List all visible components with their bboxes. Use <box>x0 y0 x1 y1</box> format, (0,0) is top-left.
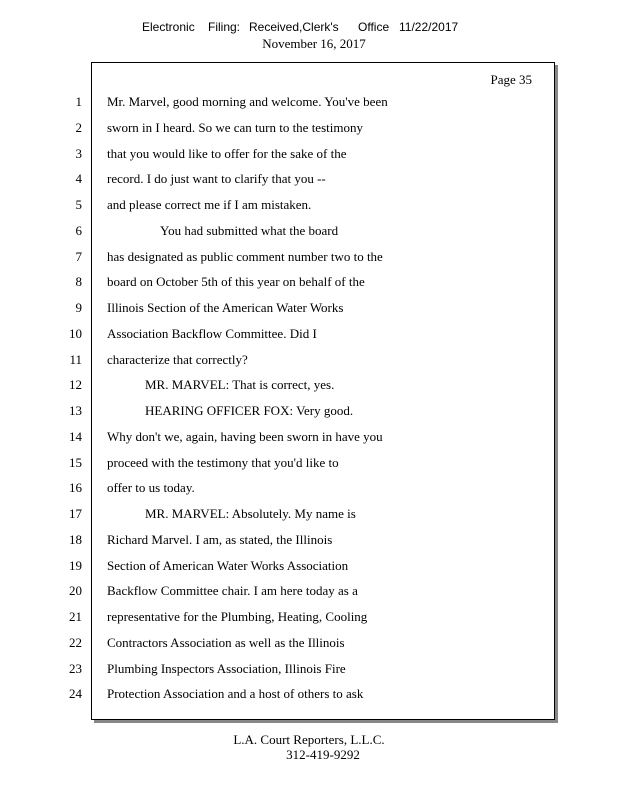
line-number: 23 <box>69 660 82 676</box>
transcript-line: MR. MARVEL: Absolutely. My name is <box>145 506 356 521</box>
transcript-line: Contractors Association as well as the Illinois <box>107 634 345 650</box>
transcript-line: board on October 5th of this year on behalf of the <box>107 274 365 290</box>
line-number: 20 <box>69 583 82 599</box>
filing-header-date: 11/22/2017 <box>399 20 459 34</box>
transcript-line: record. I do just want to clarify that you -- <box>107 171 326 187</box>
transcript-line: sworn in I heard. So we can turn to the testimony <box>107 119 363 135</box>
transcript-line: Association Backflow Committee. Did I <box>107 325 317 341</box>
transcript-text <box>107 89 547 707</box>
transcript-line: has designated as public comment number two to the <box>107 248 383 264</box>
transcript-line: Why don't we, again, having been sworn in have you <box>107 428 383 444</box>
line-number: 21 <box>69 609 82 624</box>
transcript-line: MR. MARVEL: That is correct, yes. <box>145 377 335 393</box>
filing-header-electronic: Electronic <box>142 20 195 34</box>
line-number: 10 <box>69 325 82 341</box>
transcript-line: HEARING OFFICER FOX: Very good. <box>145 403 354 418</box>
filing-header-filing: Filing: <box>208 20 241 34</box>
line-number: 1 <box>75 94 82 109</box>
line-number: 16 <box>69 480 82 496</box>
transcript-line: Protection Association and a host of others to ask <box>107 686 364 702</box>
line-number: 12 <box>69 377 82 393</box>
transcript-line: Illinois Section of the American Water Works <box>107 300 344 315</box>
transcript-line: and please correct me if I am mistaken. <box>107 197 312 212</box>
line-number: 5 <box>75 197 82 212</box>
line-number: 7 <box>75 248 82 264</box>
line-number: 18 <box>69 531 82 547</box>
footer-phone: 312-419-9292 <box>286 747 360 762</box>
transcript-line: Richard Marvel. I am, as stated, the Illinois <box>107 531 333 547</box>
transcript-line: offer to us today. <box>107 480 195 496</box>
line-numbers <box>0 89 82 707</box>
line-number: 24 <box>69 686 82 702</box>
filing-header-received: Received,Clerk's <box>249 20 339 34</box>
line-number: 17 <box>69 506 82 521</box>
line-number: 14 <box>69 428 82 444</box>
transcript-line: proceed with the testimony that you'd like to <box>107 454 339 470</box>
transcript-line: Backflow Committee chair. I am here today as a <box>107 583 358 599</box>
line-number: 22 <box>69 634 82 650</box>
line-number: 11 <box>69 351 82 367</box>
line-number: 3 <box>75 145 82 161</box>
line-number: 6 <box>75 222 82 238</box>
transcript-line: representative for the Plumbing, Heating, Cooling <box>107 609 368 624</box>
line-number: 15 <box>69 454 82 470</box>
transcript-line: Mr. Marvel, good morning and welcome. You've been <box>107 94 388 109</box>
line-number: 2 <box>75 119 82 135</box>
transcript-line: Section of American Water Works Association <box>107 557 349 573</box>
line-number: 13 <box>69 403 82 418</box>
page-number: Page 35 <box>490 72 532 87</box>
transcript-line: characterize that correctly? <box>107 351 248 367</box>
line-number: 9 <box>75 300 82 315</box>
line-number: 4 <box>75 171 82 187</box>
transcript-line: Plumbing Inspectors Association, Illinois Fire <box>107 660 346 676</box>
footer-company: L.A. Court Reporters, L.L.C. <box>233 732 385 747</box>
line-number: 19 <box>69 557 82 573</box>
filing-header-office: Office <box>358 20 390 34</box>
line-number: 8 <box>75 274 82 290</box>
transcript-date: November 16, 2017 <box>262 36 366 51</box>
transcript-line: You had submitted what the board <box>160 222 339 238</box>
transcript-line: that you would like to offer for the sake of the <box>107 145 347 161</box>
